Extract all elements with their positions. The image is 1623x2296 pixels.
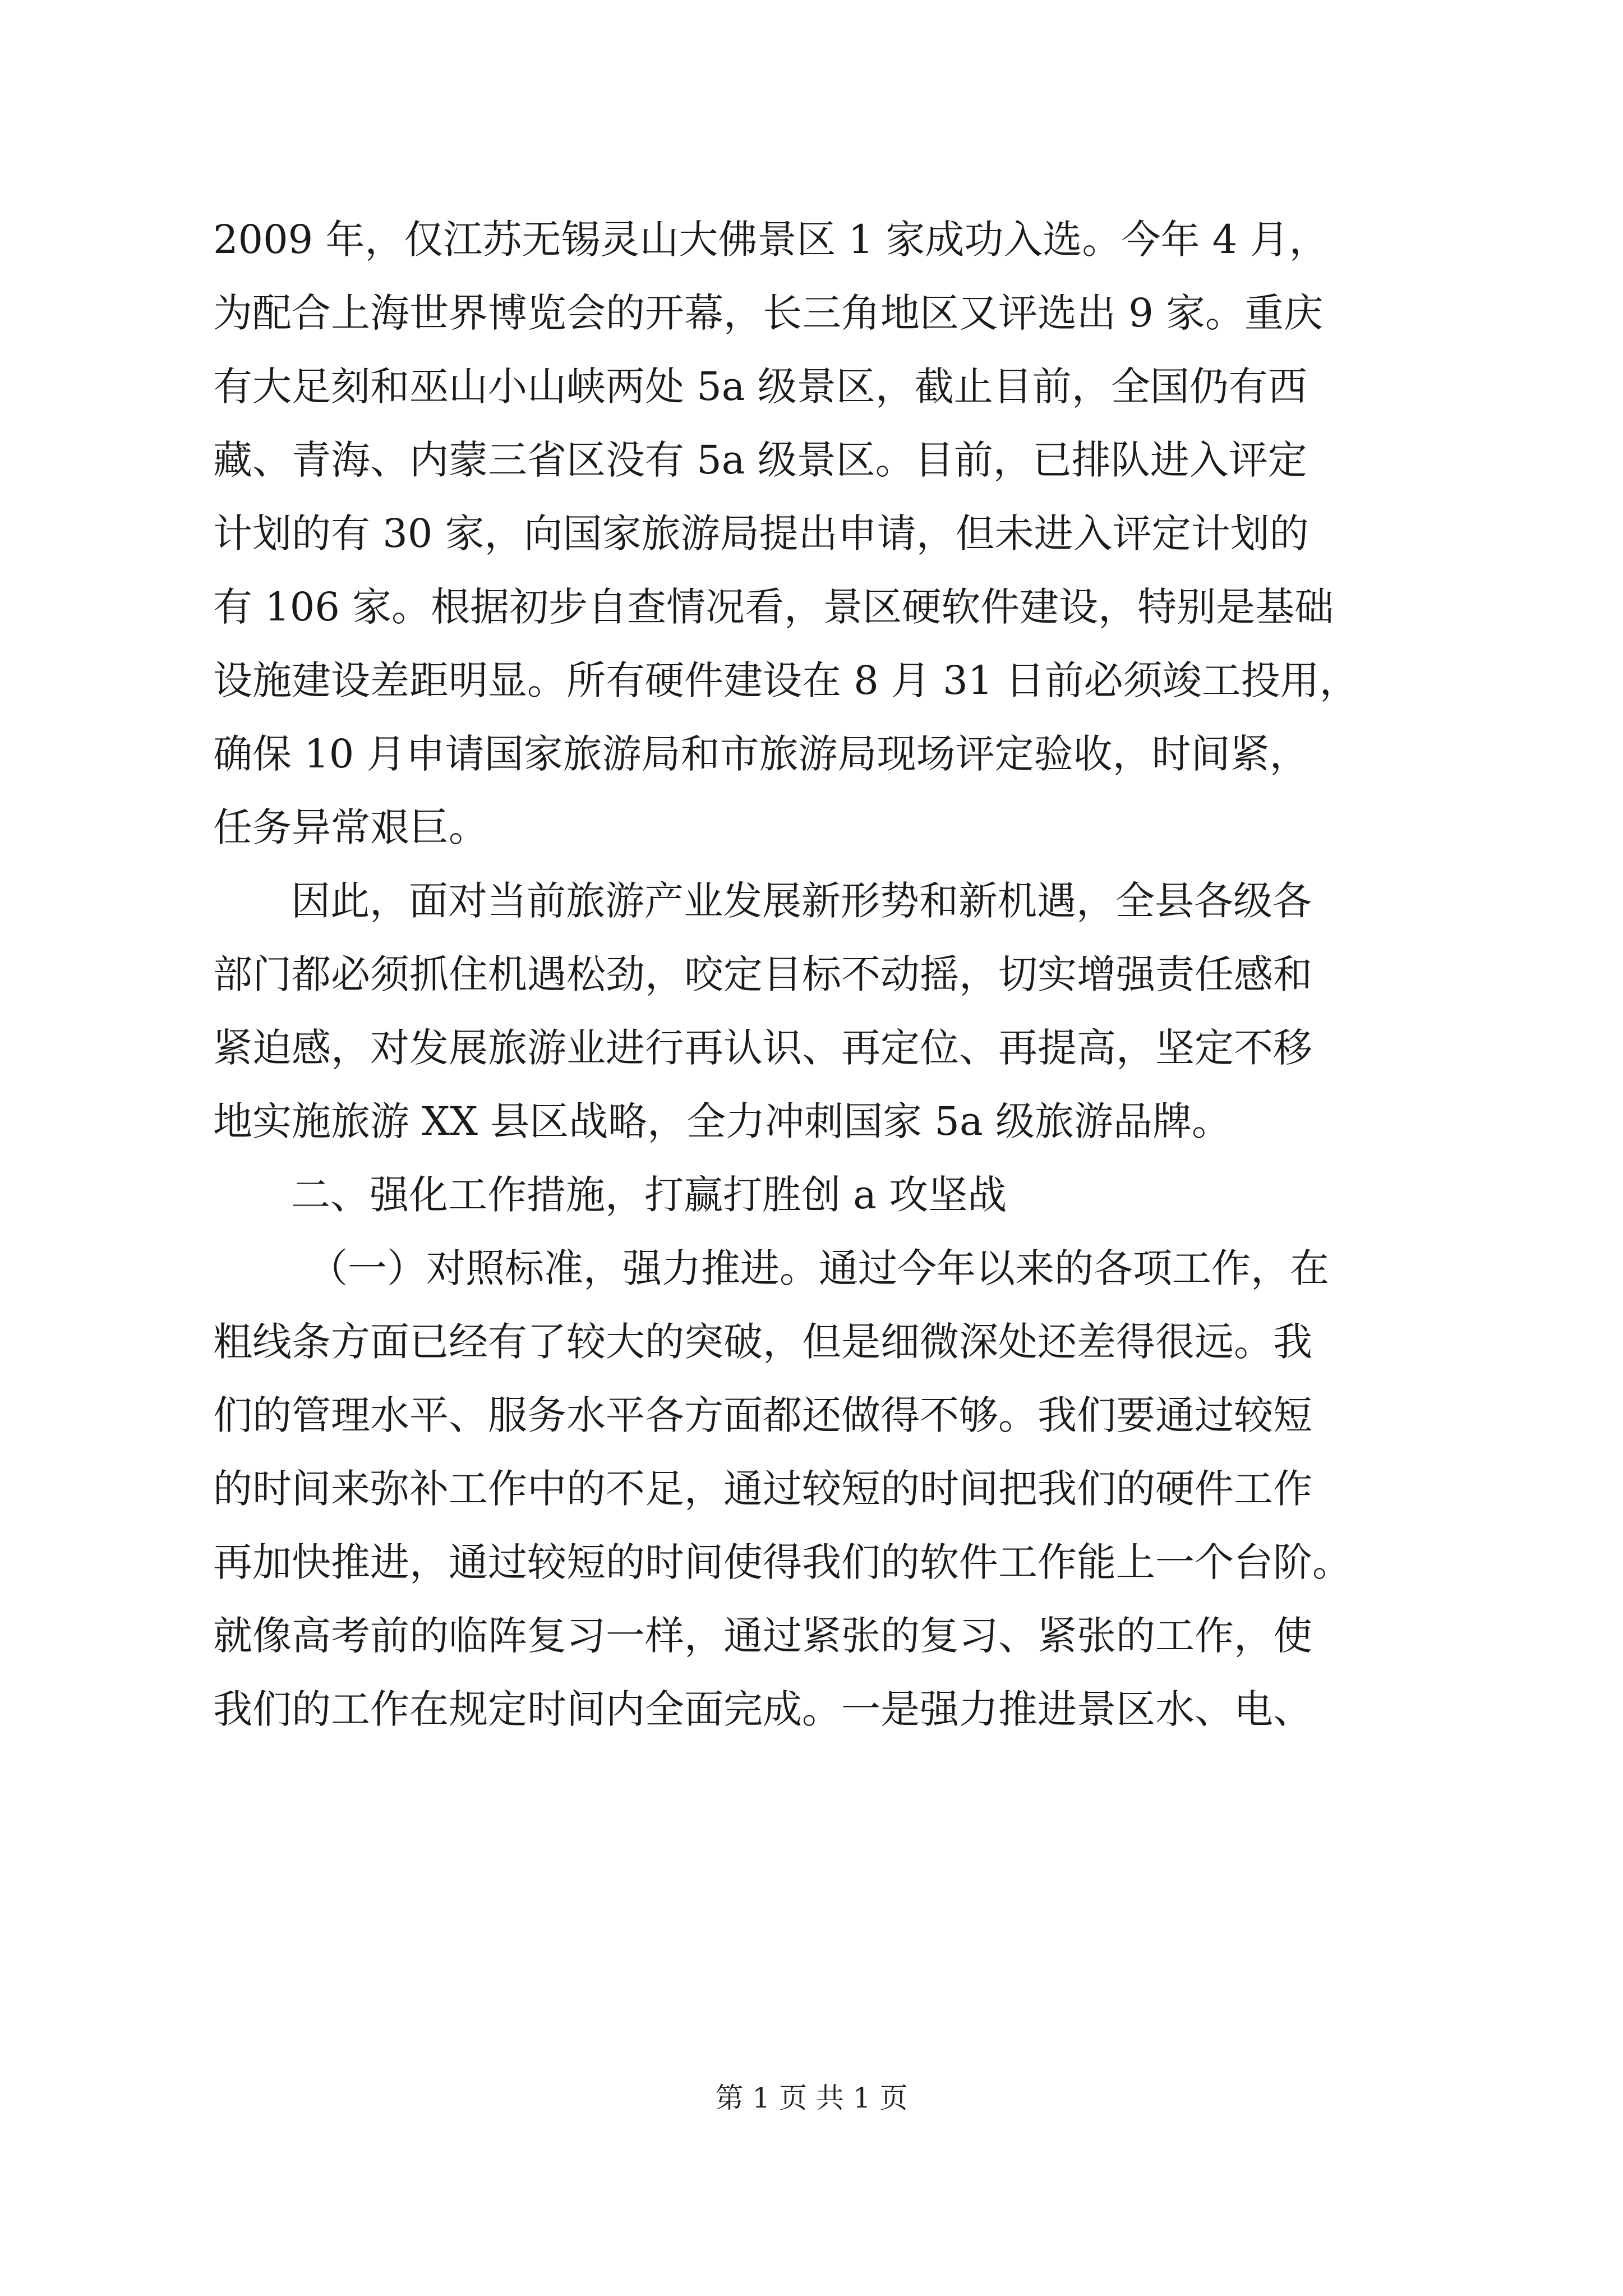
text-line: 2009 年，仅江苏无锡灵山大佛景区 1 家成功入选。今年 4 月， <box>213 217 1329 263</box>
text-line: 再加快推进，通过较短的时间使得我们的软件工作能上一个台阶。 <box>213 1539 1352 1585</box>
text-line: 们的管理水平、服务水平各方面都还做得不够。我们要通过较短 <box>213 1392 1312 1438</box>
text-line: 地实施旅游 XX 县区战略，全力冲刺国家 5a 级旅游品牌。 <box>213 1098 1231 1144</box>
section-heading: 二、强化工作措施，打赢打胜创 a 攻坚战 <box>291 1172 1007 1218</box>
text-line: 我们的工作在规定时间内全面完成。一是强力推进景区水、电、 <box>213 1686 1312 1732</box>
text-line: 就像高考前的临阵复习一样，通过紧张的复习、紧张的工作，使 <box>213 1613 1312 1659</box>
page-number-footer: 第 1 页 共 1 页 <box>715 2082 908 2114</box>
text-line: 部门都必须抓住机遇松劲，咬定目标不动摇，切实增强责任感和 <box>213 951 1312 997</box>
text-line: 任务异常艰巨。 <box>213 804 488 850</box>
text-line: 的时间来弥补工作中的不足，通过较短的时间把我们的硬件工作 <box>213 1466 1312 1512</box>
text-line: 计划的有 30 家，向国家旅游局提出申请，但未进入评定计划的 <box>213 510 1309 556</box>
paragraph-first-line: 因此，面对当前旅游产业发展新形势和新机遇，全县各级各 <box>291 878 1312 924</box>
text-line: 确保 10 月申请国家旅游局和市旅游局现场评定验收，时间紧， <box>213 731 1309 777</box>
subsection-first-line: （一）对照标准，强力推进。通过今年以来的各项工作，在 <box>308 1245 1329 1291</box>
text-line: 有大足刻和巫山小山峡两处 5a 级景区，截止目前，全国仍有西 <box>213 364 1307 409</box>
text-line: 为配合上海世界博览会的开幕，长三角地区又评选出 9 家。重庆 <box>213 290 1324 336</box>
text-line: 紧迫感，对发展旅游业进行再认识、再定位、再提高，坚定不移 <box>213 1025 1312 1071</box>
text-line: 有 106 家。根据初步自查情况看，景区硬软件建设，特别是基础 <box>213 584 1334 630</box>
text-line: 藏、青海、内蒙三省区没有 5a 级景区。目前，已排队进入评定 <box>213 437 1307 483</box>
text-line: 粗线条方面已经有了较大的突破，但是细微深处还差得很远。我 <box>213 1319 1312 1365</box>
text-line: 设施建设差距明显。所有硬件建设在 8 月 31 日前必须竣工投用， <box>213 657 1359 703</box>
document-body <box>213 203 1447 1746</box>
